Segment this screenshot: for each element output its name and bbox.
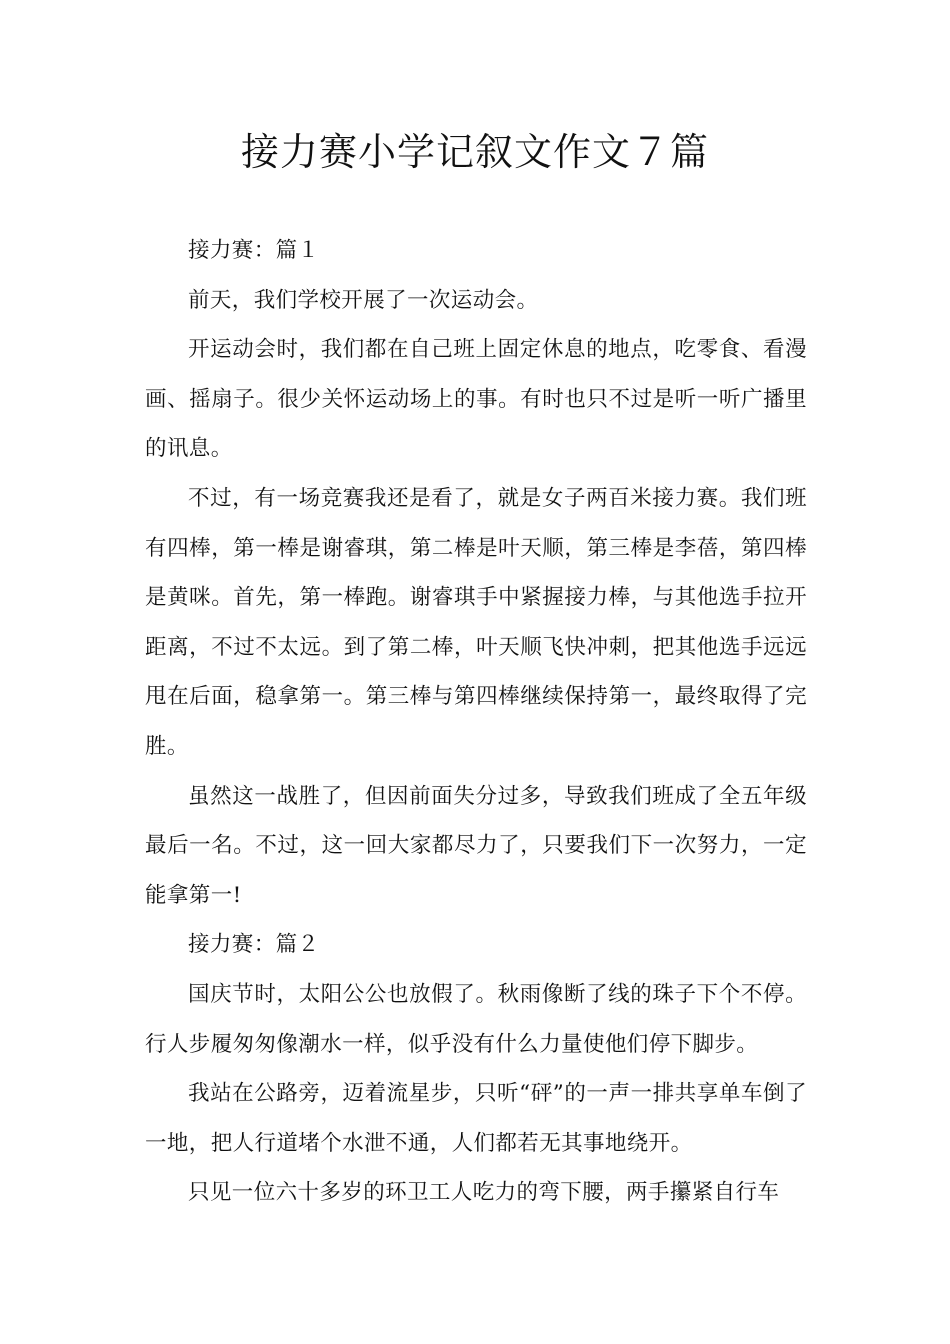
paragraph: 不过，有一场竞赛我还是看了，就是女子两百米接力赛。我们班有四棒，第一棒是谢睿琪，第二棒是叶天顺，第三棒是李蓓，第四棒是黄咪。首先，第一棒跑。谢睿琪手中紧握接力棒，与其他选手拉开距离，不过不太远。到了第二棒，叶天顺飞快冲刺，把其他选手远远甩在后面，稳拿第一。第三棒与第四棒继续保持第一，最终取得了完胜。 [145,485,807,759]
paragraph: 开运动会时，我们都在自己班上固定休息的地点，吃零食、看漫画、摇扇子。很少关怀运动场上的事。有时也只不过是听一听广播里的讯息。 [145,337,807,462]
paragraph: 国庆节时，太阳公公也放假了。秋雨像断了线的珠子下个不停。行人步履匆匆像潮水一样，似乎没有什么力量使他们停下脚步。 [145,981,807,1057]
document-body [145,226,807,1218]
document-title: 接力赛小学记叙文作文７篇 [240,130,709,174]
paragraph: 前天，我们学校开展了一次运动会。 [188,287,539,313]
section-heading: 接力赛：篇２ [188,932,320,958]
paragraph: 只见一位六十多岁的环卫工人吃力的弯下腰，两手攥紧自行车 [188,1180,780,1206]
section-heading: 接力赛：篇１ [188,238,320,263]
paragraph: 我站在公路旁，迈着流星步，只听“砰”的一声一排共享单车倒了一地，把人行道堵个水泄不通，人们都若无其事地绕开。 [145,1081,807,1156]
paragraph: 虽然这一战胜了，但因前面失分过多，导致我们班成了全五年级最后一名。不过，这一回大家都尽力了，只要我们下一次努力，一定能拿第一! [145,783,807,908]
